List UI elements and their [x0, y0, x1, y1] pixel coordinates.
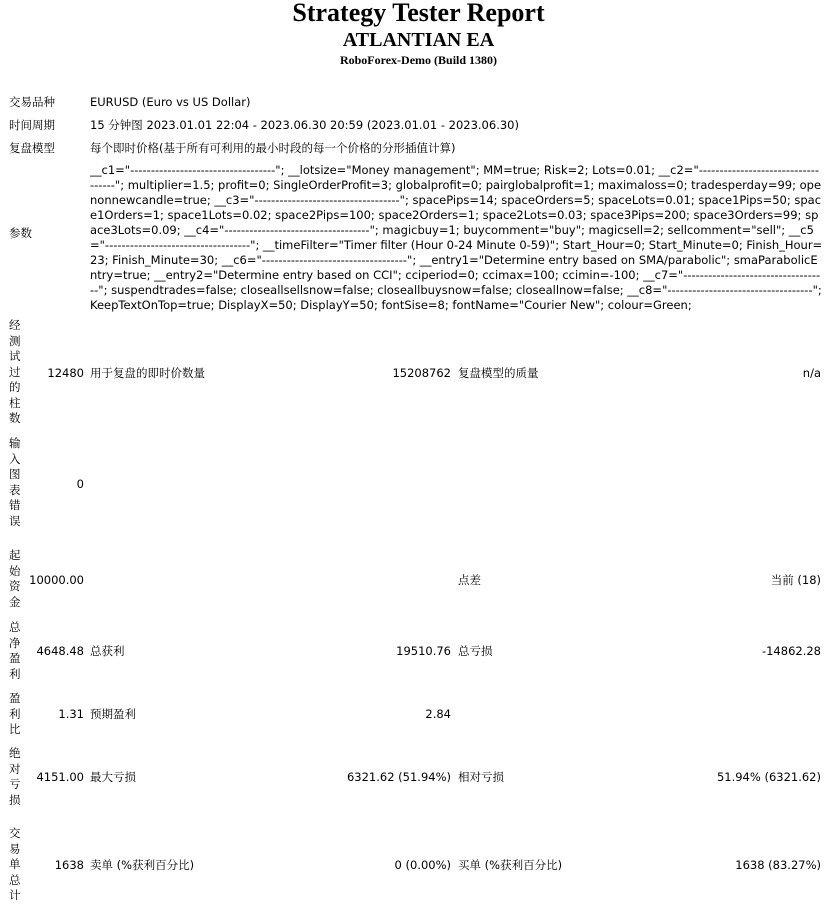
profit-factor-value: 1.31: [58, 707, 84, 721]
gross-profit-label: 总获利: [90, 644, 125, 658]
short-trades-label: 卖单 (%获利百分比): [90, 858, 195, 872]
expected-payoff-label: 预期盈利: [90, 707, 136, 721]
params-label: 参数: [9, 226, 32, 240]
total-trades-label: 交易单总计: [9, 826, 21, 902]
errors-value: 0: [76, 477, 84, 491]
model-value: 每个即时价格(基于所有可利用的最小时段的每一个价格的分形插值计算): [90, 141, 456, 155]
max-drawdown-label: 最大亏损: [90, 770, 136, 784]
long-trades-label: 买单 (%获利百分比): [458, 858, 563, 872]
quality-value: n/a: [802, 366, 821, 380]
params-value: __c1="-----------------------------------"; __lotsize="Money management"; MM=true; Risk=2; Lots=0.01; __c2="-----------------------------------"; multiplier=1.5; profit=0; SingleOrderProfit=3; globalprofit=0; pairglobalprofit=1; maximaloss=0; tradesperday=99; openonnewcandle=true; __c3="-----------------------------------"; spacePips=14; spaceOrders=5; spaceLots=0.01; space1Pips=50; space1Orders=1; space1Lots=0.02; space2Pips=100; space2Orders=1; space2Lots=0.03; space3Pips=200; space3Orders=99; space3Lots=0.09; __c4="-----------------------------------"; magicbuy=1; buycomment="buy"; magicsell=2; sellcomment="sell"; __c5="-----------------------------------"; __timeFilter="Timer filter (Hour 0-24 Minute 0-59)"; Start_Hour=0; Start_Minute=0; Finish_Hour=23; Finish_Minute=30; __c6="-----------------------------------"; __entry1="Determine entry based on SMA/parabolic"; smaParabolicEntry=true; __entry2="Determine entry based on CCI"; cciperiod=0; ccimax=100; ccimin=-100; __c7="-----------------------------------"; suspendtrades=false; closeallsellsnow=false; closeallbuysnow=false; closeallnow=false; __c8="-----------------------------------"; KeepTextOnTop=true; DisplayX=50; DisplayY=50; fontSise=8; fontName="Courier New"; colour=Green;: [90, 163, 823, 312]
symbol-value: EURUSD (Euro vs US Dollar): [90, 95, 251, 109]
gross-loss-value: -14862.28: [761, 644, 821, 658]
net-profit-value: 4648.48: [36, 644, 84, 658]
ticks-value: 15208762: [392, 366, 451, 380]
short-trades-value: 0 (0.00%): [394, 858, 451, 872]
gross-loss-label: 总亏损: [458, 644, 493, 658]
period-label: 时间周期: [9, 118, 55, 132]
server-build: RoboForex-Demo (Build 1380): [339, 53, 498, 67]
symbol-label: 交易品种: [9, 95, 55, 109]
long-trades-value: 1638 (83.27%): [735, 858, 821, 872]
bars-label: 经测试过的柱数: [9, 318, 21, 425]
ticks-label: 用于复盘的即时价数量: [90, 366, 205, 380]
gross-profit-value: 19510.76: [396, 644, 451, 658]
max-drawdown-value: 6321.62 (51.94%): [346, 770, 451, 784]
model-label: 复盘模型: [9, 141, 55, 155]
expected-payoff-value: 2.84: [425, 707, 451, 721]
absolute-drawdown-value: 4151.00: [36, 770, 84, 784]
total-trades-value: 1638: [54, 858, 84, 872]
quality-label: 复盘模型的质量: [458, 366, 539, 380]
deposit-value: 10000.00: [29, 573, 84, 587]
absolute-drawdown-label: 绝对亏损: [9, 746, 21, 807]
relative-drawdown-value: 51.94% (6321.62): [716, 770, 821, 784]
errors-label: 输入图表错误: [9, 436, 21, 528]
report-title: Strategy Tester Report: [292, 0, 545, 27]
spread-label: 点差: [458, 573, 481, 587]
net-profit-label: 总净盈利: [9, 620, 21, 681]
period-value: 15 分钟图 2023.01.01 22:04 - 2023.06.30 20:59 (2023.01.01 - 2023.06.30): [90, 118, 519, 132]
bars-value: 12480: [47, 366, 84, 380]
spread-value: 当前 (18): [770, 573, 821, 587]
relative-drawdown-label: 相对亏损: [458, 770, 504, 784]
profit-factor-label: 盈利比: [9, 691, 21, 736]
ea-name: ATLANTIAN EA: [342, 29, 495, 51]
deposit-label: 起始资金: [9, 548, 21, 609]
